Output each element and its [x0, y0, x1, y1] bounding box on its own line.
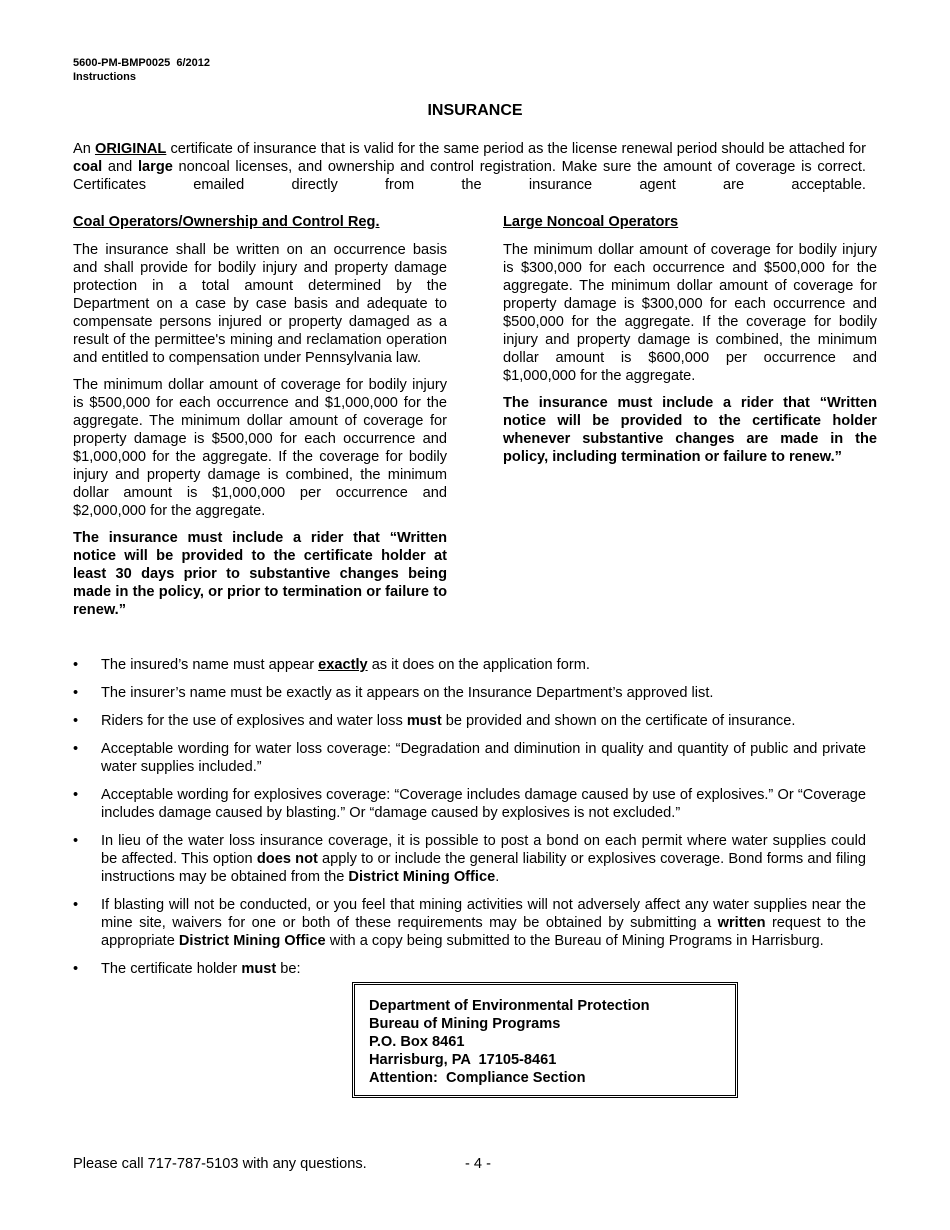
coal-operators-heading: Coal Operators/Ownership and Control Reg. [73, 214, 380, 230]
form-id: 5600-PM-BMP0025 6/2012 [73, 57, 210, 69]
large-noncoal-heading: Large Noncoal Operators [503, 214, 679, 230]
list-item: • Acceptable wording for water loss coverage: “Degradation and diminution in quality and quantity of public and private water supplies included.” [73, 741, 866, 775]
original-emphasis: ORIGINAL [94, 141, 167, 157]
form-header [73, 56, 210, 84]
list-item: • If blasting will not be conducted, or you feel that mining activities will not adversely affect any water supplies near the mine site, waivers for one or both of these requirements may be obtained by submitting a written request to the appropriate District Mining Office with a copy being submitted to the Bureau of Mining Programs in Harrisburg. [73, 897, 866, 949]
list-item: • Riders for the use of explosives and water loss must be provided and shown on the certificate of insurance. [73, 713, 796, 729]
noncoal-rider-requirement: The insurance must include a rider that “Written notice will be provided to the certificate holder whenever substantive changes are made in the policy, including termination or failure to renew.” [503, 395, 877, 465]
certificate-holder-address-box [352, 982, 738, 1098]
list-item: • In lieu of the water loss insurance coverage, it is possible to post a bond on each permit where water supplies could be affected. This option does not apply to or include the general liability or explosives coverage. Bond forms and filing instructions may be obtained from the District Mining Office. [73, 833, 866, 885]
holder-line: Bureau of Mining Programs [369, 1016, 561, 1032]
list-item: • Acceptable wording for explosives coverage: “Coverage includes damage caused by use of explosives.” Or “Coverage includes damage caused by blasting.” Or “damage caused by explosives is not excluded.” [73, 787, 866, 821]
footer-contact: Please call 717-787-5103 with any questions. [73, 1156, 367, 1172]
form-type: Instructions [73, 71, 136, 83]
page-number: - 4 - [465, 1156, 491, 1172]
requirements-list [73, 656, 866, 988]
large-noncoal-section [503, 213, 877, 475]
page-title: INSURANCE [427, 102, 523, 119]
holder-line: Department of Environmental Protection [369, 998, 650, 1014]
noncoal-paragraph-1: The minimum dollar amount of coverage for bodily injury is $300,000 for each occurrence and $500,000 for the aggregate. The minimum dollar amount of coverage for property damage is $300,000 for each occurrence and $500,000 for the aggregate. If the coverage for bodily injury and property damage is combined, the minimum dollar amount is $600,000 per occurrence and $1,000,000 for the aggregate. [503, 242, 877, 384]
list-item: • The insurer’s name must be exactly as it appears on the Insurance Department’s approved list. [73, 685, 714, 701]
coal-paragraph-2: The minimum dollar amount of coverage for bodily injury is $500,000 for each occurrence and $1,000,000 for the aggregate. The minimum dollar amount of coverage for property damage is $500,000 for each occurrence and $1,000,000 for the aggregate. If the coverage for bodily injury and property damage is combined, the minimum dollar amount is $1,000,000 per occurrence and $2,000,000 for the aggregate. [73, 377, 447, 519]
holder-line: Harrisburg, PA 17105-8461 [369, 1052, 557, 1068]
holder-line: P.O. Box 8461 [369, 1034, 465, 1050]
holder-line: Attention: Compliance Section [369, 1070, 586, 1086]
intro-paragraph: An ORIGINAL certificate of insurance that is valid for the same period as the license renewal period should be attached for coal and large noncoal licenses, and ownership and control registration. Make sure the amount of coverage is correct. Certificates emailed directly from the insurance agent are acceptable. [73, 141, 866, 193]
coal-paragraph-1: The insurance shall be written on an occurrence basis and shall provide for bodily injury and property damage protection in a total amount determined by the Department on a case by case basis and adequate to compensate persons injured or property damaged as a result of the permittee's mining and reclamation operation and entitled to compensation under Pennsylvania law. [73, 242, 447, 366]
list-item: • The certificate holder must be: [73, 961, 301, 977]
coal-rider-requirement: The insurance must include a rider that “Written notice will be provided to the certificate holder at least 30 days prior to substantive changes being made in the policy, or prior to termination or failure to renew.” [73, 530, 447, 618]
coal-operators-section [73, 213, 447, 628]
list-item: • The insured’s name must appear exactly as it does on the application form. [73, 657, 590, 673]
